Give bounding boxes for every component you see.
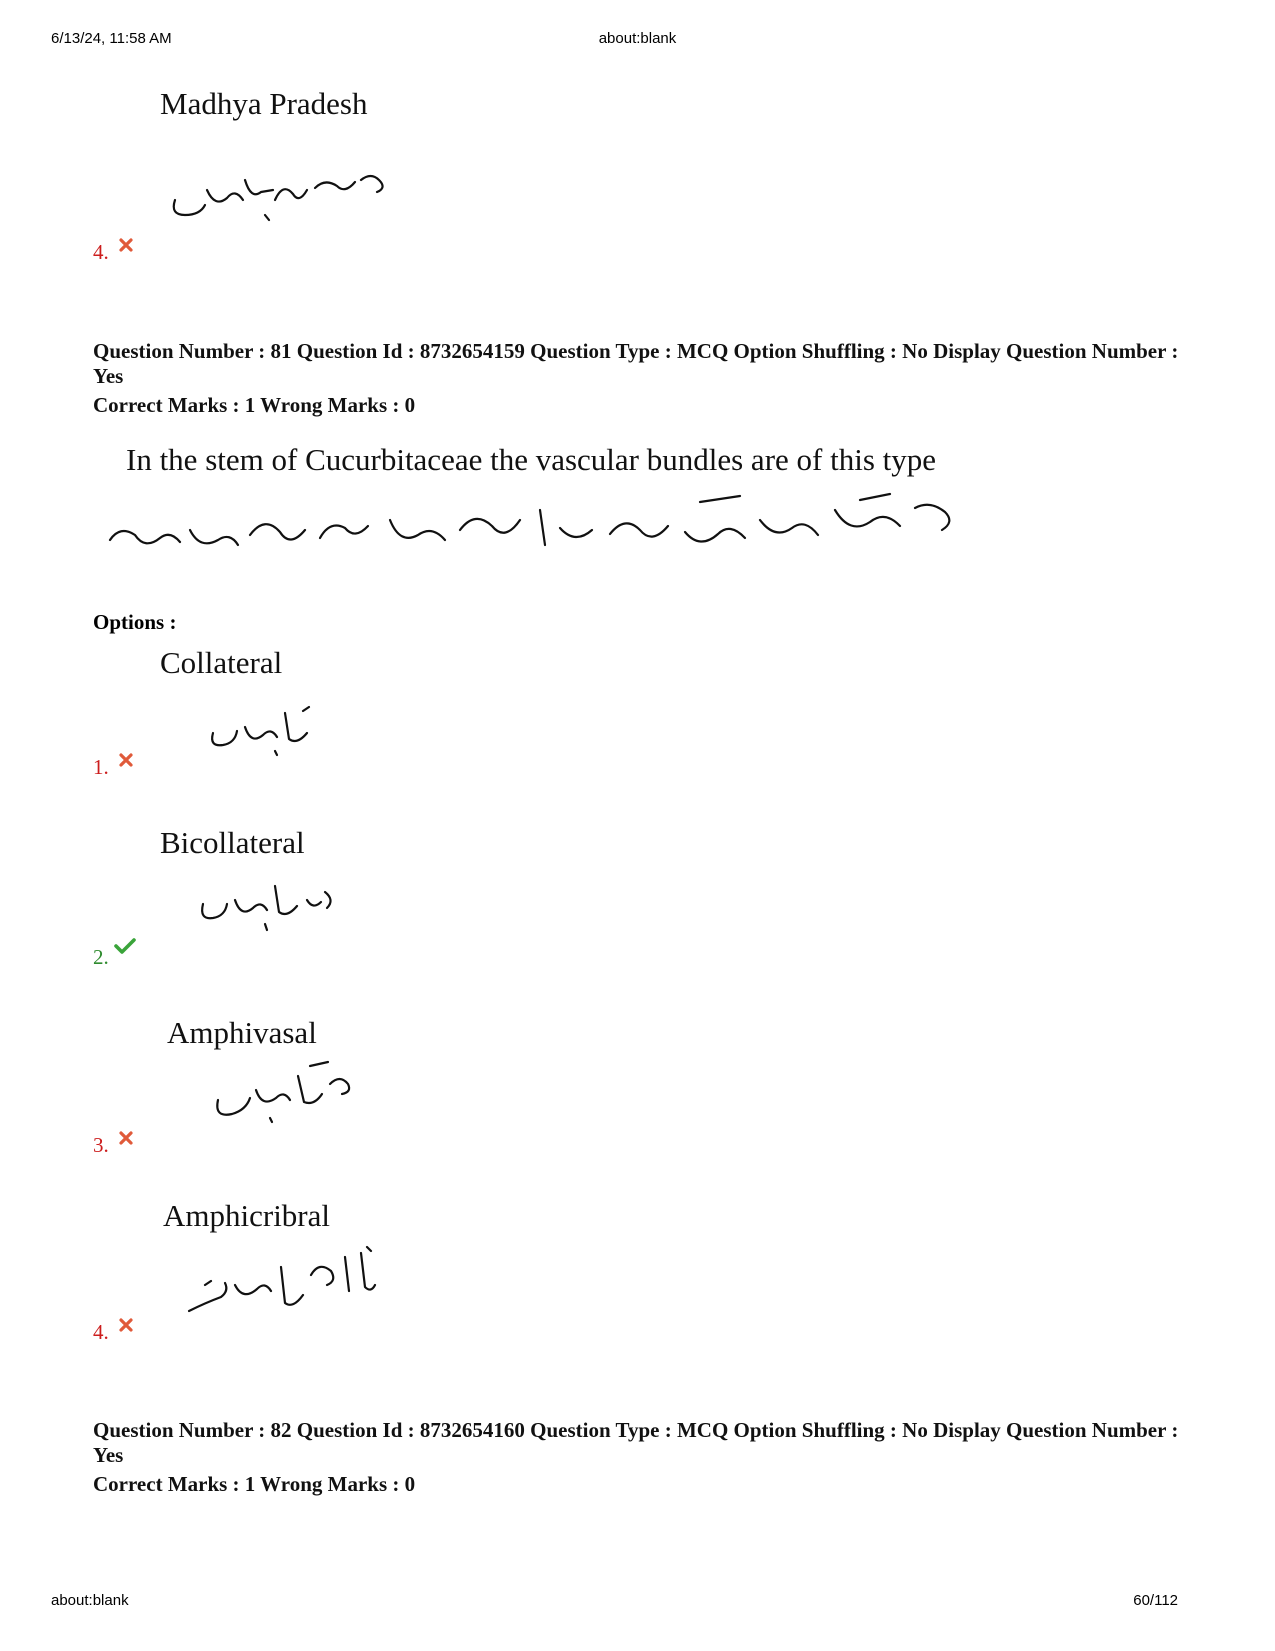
cross-icon (119, 753, 133, 772)
print-page-number: 60/112 (1133, 1592, 1178, 1609)
options-label: Options : (93, 610, 177, 634)
option-urdu-handwriting (165, 160, 395, 230)
question-text-urdu-handwriting (100, 490, 980, 570)
print-footer-url: about:blank (51, 1592, 129, 1609)
cross-icon (119, 1318, 133, 1337)
option-english-text: Amphivasal (167, 1015, 317, 1050)
question-marks: Correct Marks : 1 Wrong Marks : 0 (93, 393, 416, 417)
question-info: Question Number : 81 Question Id : 8732654159 Question Type : MCQ Option Shuffling : No Display Question Number : Yes (93, 339, 1179, 388)
question-marks: Correct Marks : 1 Wrong Marks : 0 (93, 1472, 416, 1496)
print-url: about:blank (598, 30, 677, 47)
option-urdu-handwriting (205, 705, 325, 760)
option-english-text: Amphicribral (163, 1198, 331, 1233)
cross-icon (119, 238, 133, 257)
option-number: 2. (93, 945, 109, 969)
option-urdu-handwriting (210, 1060, 360, 1125)
option-english-text: Madhya Pradesh (160, 86, 368, 121)
print-datetime: 6/13/24, 11:58 AM (51, 30, 172, 47)
option-number: 4. (93, 240, 109, 264)
question-info: Question Number : 82 Question Id : 8732654160 Question Type : MCQ Option Shuffling : No Display Question Number : Yes (93, 1418, 1179, 1467)
option-number: 4. (93, 1320, 109, 1344)
option-urdu-handwriting (185, 1245, 385, 1320)
option-number: 1. (93, 755, 109, 779)
checkmark-icon (114, 937, 136, 960)
option-english-text: Bicollateral (160, 825, 305, 860)
option-urdu-handwriting (195, 880, 345, 935)
option-english-text: Collateral (160, 645, 283, 680)
question-text-english: In the stem of Cucurbitaceae the vascular bundles are of this type (126, 442, 937, 477)
cross-icon (119, 1131, 133, 1150)
option-number: 3. (93, 1133, 109, 1157)
